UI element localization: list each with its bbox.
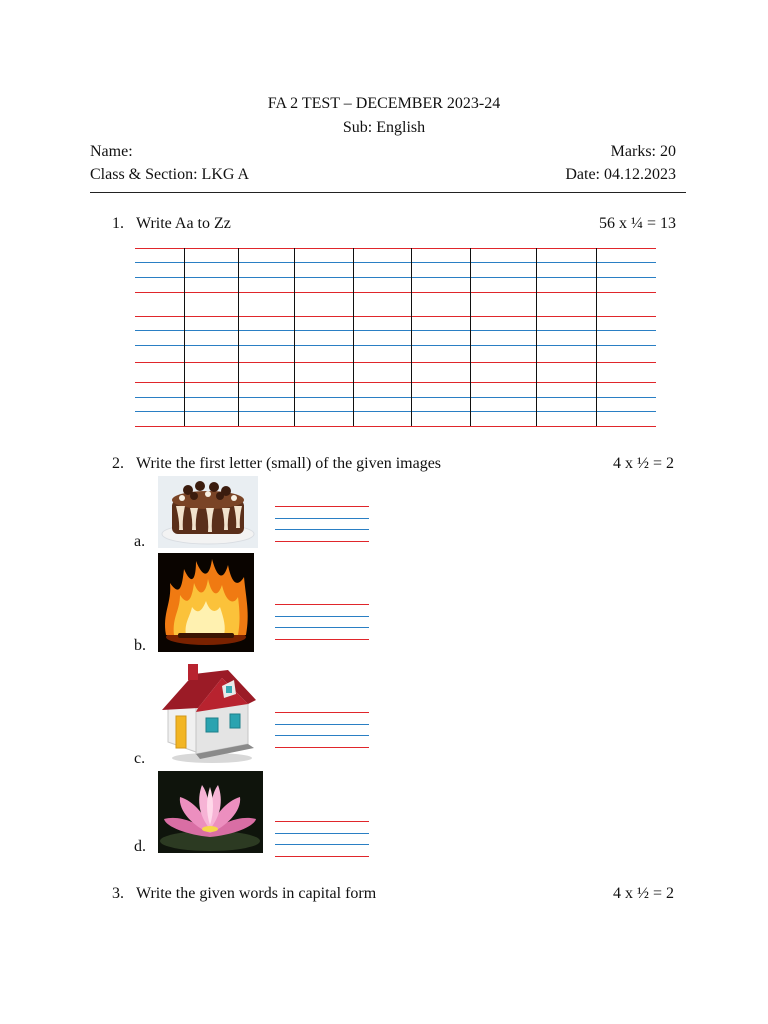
question-3-marks: 4 x ½ = 2 [612, 885, 674, 902]
marks-label: Marks: 20 [610, 143, 676, 160]
question-2-marks: 4 x ½ = 2 [612, 455, 674, 472]
cake-icon [158, 476, 258, 548]
grid-line [135, 411, 656, 412]
grid-column-divider [596, 248, 597, 426]
grid-column-divider [536, 248, 537, 426]
grid-line [135, 277, 656, 278]
grid-line [135, 292, 656, 293]
grid-line [135, 382, 656, 383]
question-1-number: 1. [112, 215, 124, 232]
grid-column-divider [470, 248, 471, 426]
grid-line [135, 248, 656, 249]
grid-line [135, 345, 656, 346]
subject-line: Sub: English [342, 119, 426, 136]
question-3-text: Write the given words in capital form [136, 885, 377, 902]
grid-column-divider [184, 248, 185, 426]
question-1-marks: 56 x ¼ = 13 [598, 215, 676, 232]
name-label: Name: [90, 143, 133, 160]
grid-line [135, 362, 656, 363]
item-d-label: d. [134, 838, 146, 855]
question-2-text: Write the first letter (small) of the given images [136, 455, 442, 472]
question-3-number: 3. [112, 885, 124, 902]
house-icon [158, 660, 258, 765]
grid-line [135, 397, 656, 398]
lotus-icon [158, 771, 263, 853]
grid-column-divider [353, 248, 354, 426]
grid-column-divider [294, 248, 295, 426]
grid-line [135, 330, 656, 331]
item-c-label: c. [134, 750, 146, 767]
grid-column-divider [238, 248, 239, 426]
class-section-label: Class & Section: LKG A [90, 166, 250, 183]
grid-line [135, 316, 656, 317]
question-1-text: Write Aa to Zz [136, 215, 231, 232]
grid-line [135, 426, 656, 427]
test-title: FA 2 TEST – DECEMBER 2023-24 [267, 95, 501, 112]
question-2-number: 2. [112, 455, 124, 472]
item-b-label: b. [134, 637, 146, 654]
fire-icon [158, 553, 254, 652]
date-label: Date: 04.12.2023 [565, 166, 676, 183]
header-divider [90, 192, 686, 193]
item-a-label: a. [134, 533, 146, 550]
grid-line [135, 262, 656, 263]
grid-column-divider [411, 248, 412, 426]
